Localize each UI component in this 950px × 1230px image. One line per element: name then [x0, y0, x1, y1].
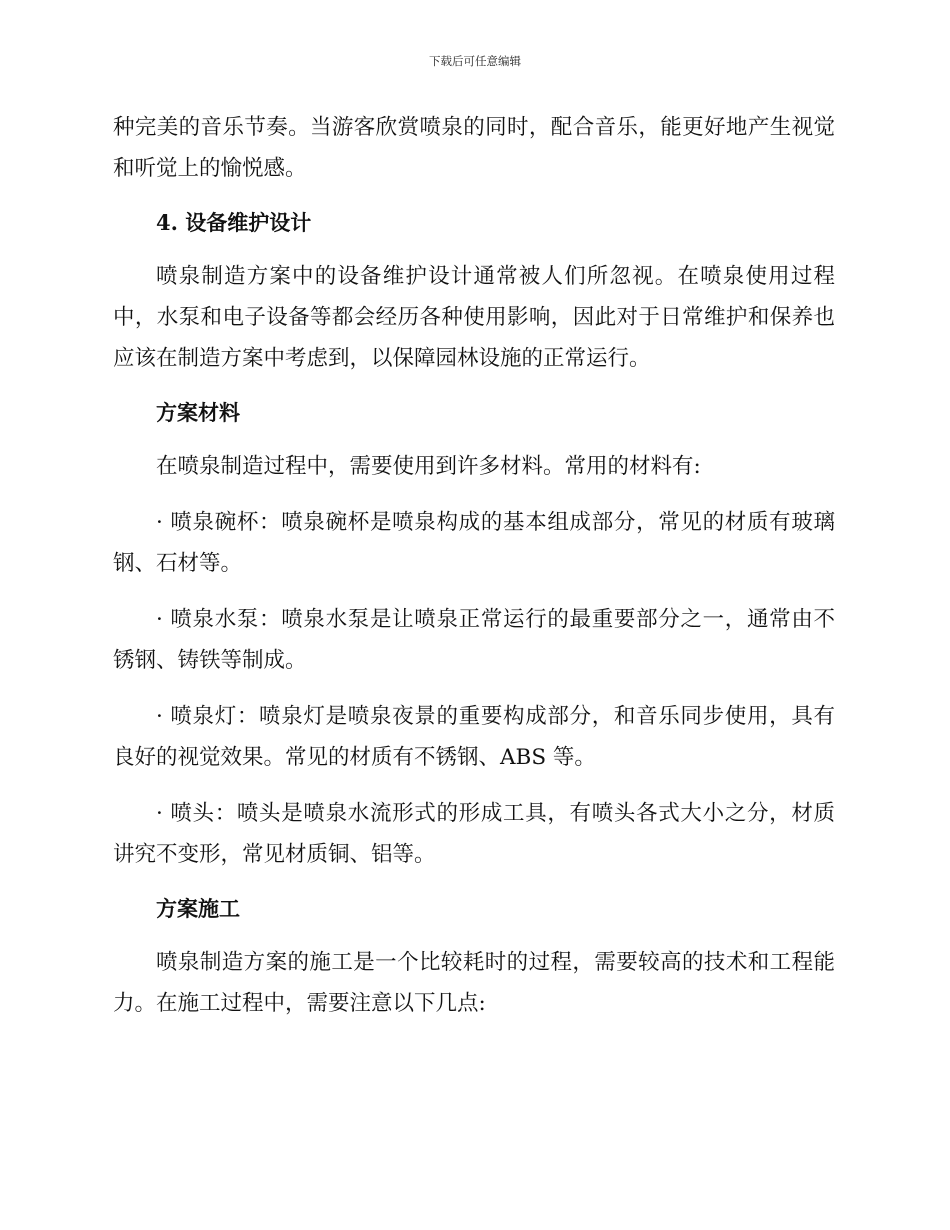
list-item-fountain-pump: · 喷泉水泵：喷泉水泵是让喷泉正常运行的最重要部分之一，通常由不锈钢、铸铁等制成。	[113, 607, 835, 673]
paragraph-maintenance: 喷泉制造方案中的设备维护设计通常被人们所忽视。在喷泉使用过程中，水泵和电子设备等都会经历各种使用影响，因此对于日常维护和保养也应该在制造方案中考虑到，以保障园林设施的正常运行。	[113, 264, 835, 371]
heading-construction: 方案施工	[156, 896, 240, 921]
paragraph-materials-intro: 在喷泉制造过程中，需要使用到许多材料。常用的材料有:	[156, 454, 701, 479]
list-item-nozzle: · 喷头：喷头是喷泉水流形式的形成工具，有喷头各式大小之分，材质讲究不变形，常见材质铜、铝等。	[113, 801, 835, 867]
list-item-fountain-bowl: · 喷泉碗杯：喷泉碗杯是喷泉构成的基本组成部分，常见的材质有玻璃钢、石材等。	[113, 510, 835, 576]
list-item-fountain-light: · 喷泉灯：喷泉灯是喷泉夜景的重要构成部分，和音乐同步使用，具有良好的视觉效果。常见的材质有不锈钢、ABS 等。	[113, 704, 835, 770]
page-header: 下载后可任意编辑	[429, 54, 521, 68]
paragraph-music-continuation: 种完美的音乐节奏。当游客欣赏喷泉的同时，配合音乐，能更好地产生视觉和听觉上的愉悦感。	[113, 115, 835, 181]
paragraph-construction: 喷泉制造方案的施工是一个比较耗时的过程，需要较高的技术和工程能力。在施工过程中，需要注意以下几点:	[113, 950, 835, 1016]
heading-materials: 方案材料	[156, 400, 240, 425]
document-body	[113, 107, 835, 1024]
heading-equipment-maintenance: 4. 设备维护设计	[156, 210, 312, 235]
